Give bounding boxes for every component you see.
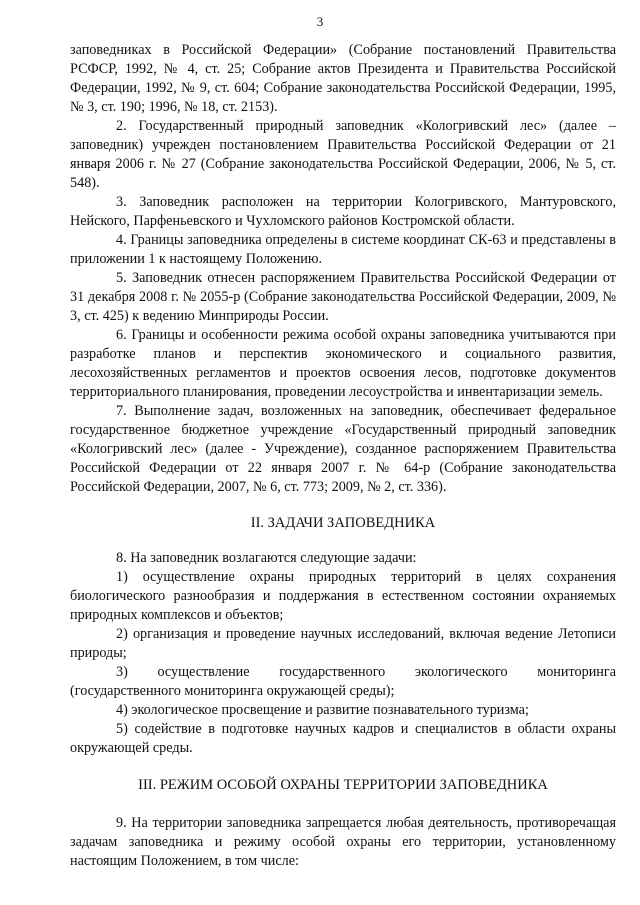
task-item-5: 5) содействие в подготовке научных кадров и специалистов в области охраны окружающей среды. — [70, 721, 616, 756]
section-heading-regime: III. РЕЖИМ ОСОБОЙ ОХРАНЫ ТЕРРИТОРИИ ЗАПОВЕДНИКА — [138, 777, 548, 793]
paragraph-7: 7. Выполнение задач, возложенных на заповедник, обеспечивает федеральное государственное бюджетное учреждение «Государственный природный заповедник «Кологривский лес» (далее - Учреждение), созданное распоряжением Правительства Российской Федерации от 22 января 2007 г. № 64-р (Собрание законодательства Российской Федерации, 2007, № 6, ст. 773; 2009, № 2, ст. 336). — [70, 403, 616, 495]
paragraph-3: 3. Заповедник расположен на территории Кологривского, Мантуровского, Нейского, Парфеньевского и Чухломского районов Костромской области. — [70, 194, 616, 229]
paragraph-5: 5. Заповедник отнесен распоряжением Правительства Российской Федерации от 31 декабря 2008 г. № 2055-р (Собрание законодательства Российской Федерации, 2009, № 3, ст. 425) к ведению Минприроды России. — [70, 270, 616, 324]
paragraph-continuation: заповедниках в Российской Федерации» (Собрание постановлений Правительства РСФСР, 1992, № 4, ст. 25; Собрание актов Президента и Правительства Российской Федерации, 1992, № 9, ст. 604; Собрание законодательства Российской Федерации, 1995, № 3, ст. 190; 1996, № 18, ст. 2153). — [70, 42, 616, 115]
task-item-3: 3) осуществление государственного экологического мониторинга (государственного мониторинга окружающей среды); — [70, 664, 616, 699]
paragraph-4: 4. Границы заповедника определены в системе координат СК-63 и представлены в приложении 1 к настоящему Положению. — [70, 232, 616, 267]
task-item-2: 2) организация и проведение научных исследований, включая ведение Летописи природы; — [70, 626, 616, 661]
document-body — [70, 41, 616, 871]
paragraph-6: 6. Границы и особенности режима особой охраны заповедника учитываются при разработке планов и перспектив экономического и социального развития, лесохозяйственных регламентов и проектов освоения лесов, подготовке документов территориального планирования, проведении лесоустройства и инвентаризации земель. — [70, 327, 616, 400]
paragraph-2: 2. Государственный природный заповедник «Кологривский лес» (далее – заповедник) учрежден постановлением Правительства Российской Федерации от 21 января 2006 г. № 27 (Собрание законодательства Российской Федерации, 2006, № 5, ст. 548). — [70, 118, 616, 191]
section-heading-tasks: II. ЗАДАЧИ ЗАПОВЕДНИКА — [250, 515, 436, 531]
task-item-1: 1) осуществление охраны природных территорий в целях сохранения биологического разнообразия и поддержания в естественном состоянии охраняемых природных комплексов и объектов; — [70, 569, 616, 623]
task-item-4: 4) экологическое просвещение и развитие познавательного туризма; — [116, 702, 529, 718]
page-number: 3 — [316, 14, 324, 29]
paragraph-9: 9. На территории заповедника запрещается любая деятельность, противоречащая задачам заповедника и режиму особой охраны его территории, установленному настоящим Положением, в том числе: — [70, 815, 616, 869]
paragraph-8: 8. На заповедник возлагаются следующие задачи: — [116, 550, 417, 566]
